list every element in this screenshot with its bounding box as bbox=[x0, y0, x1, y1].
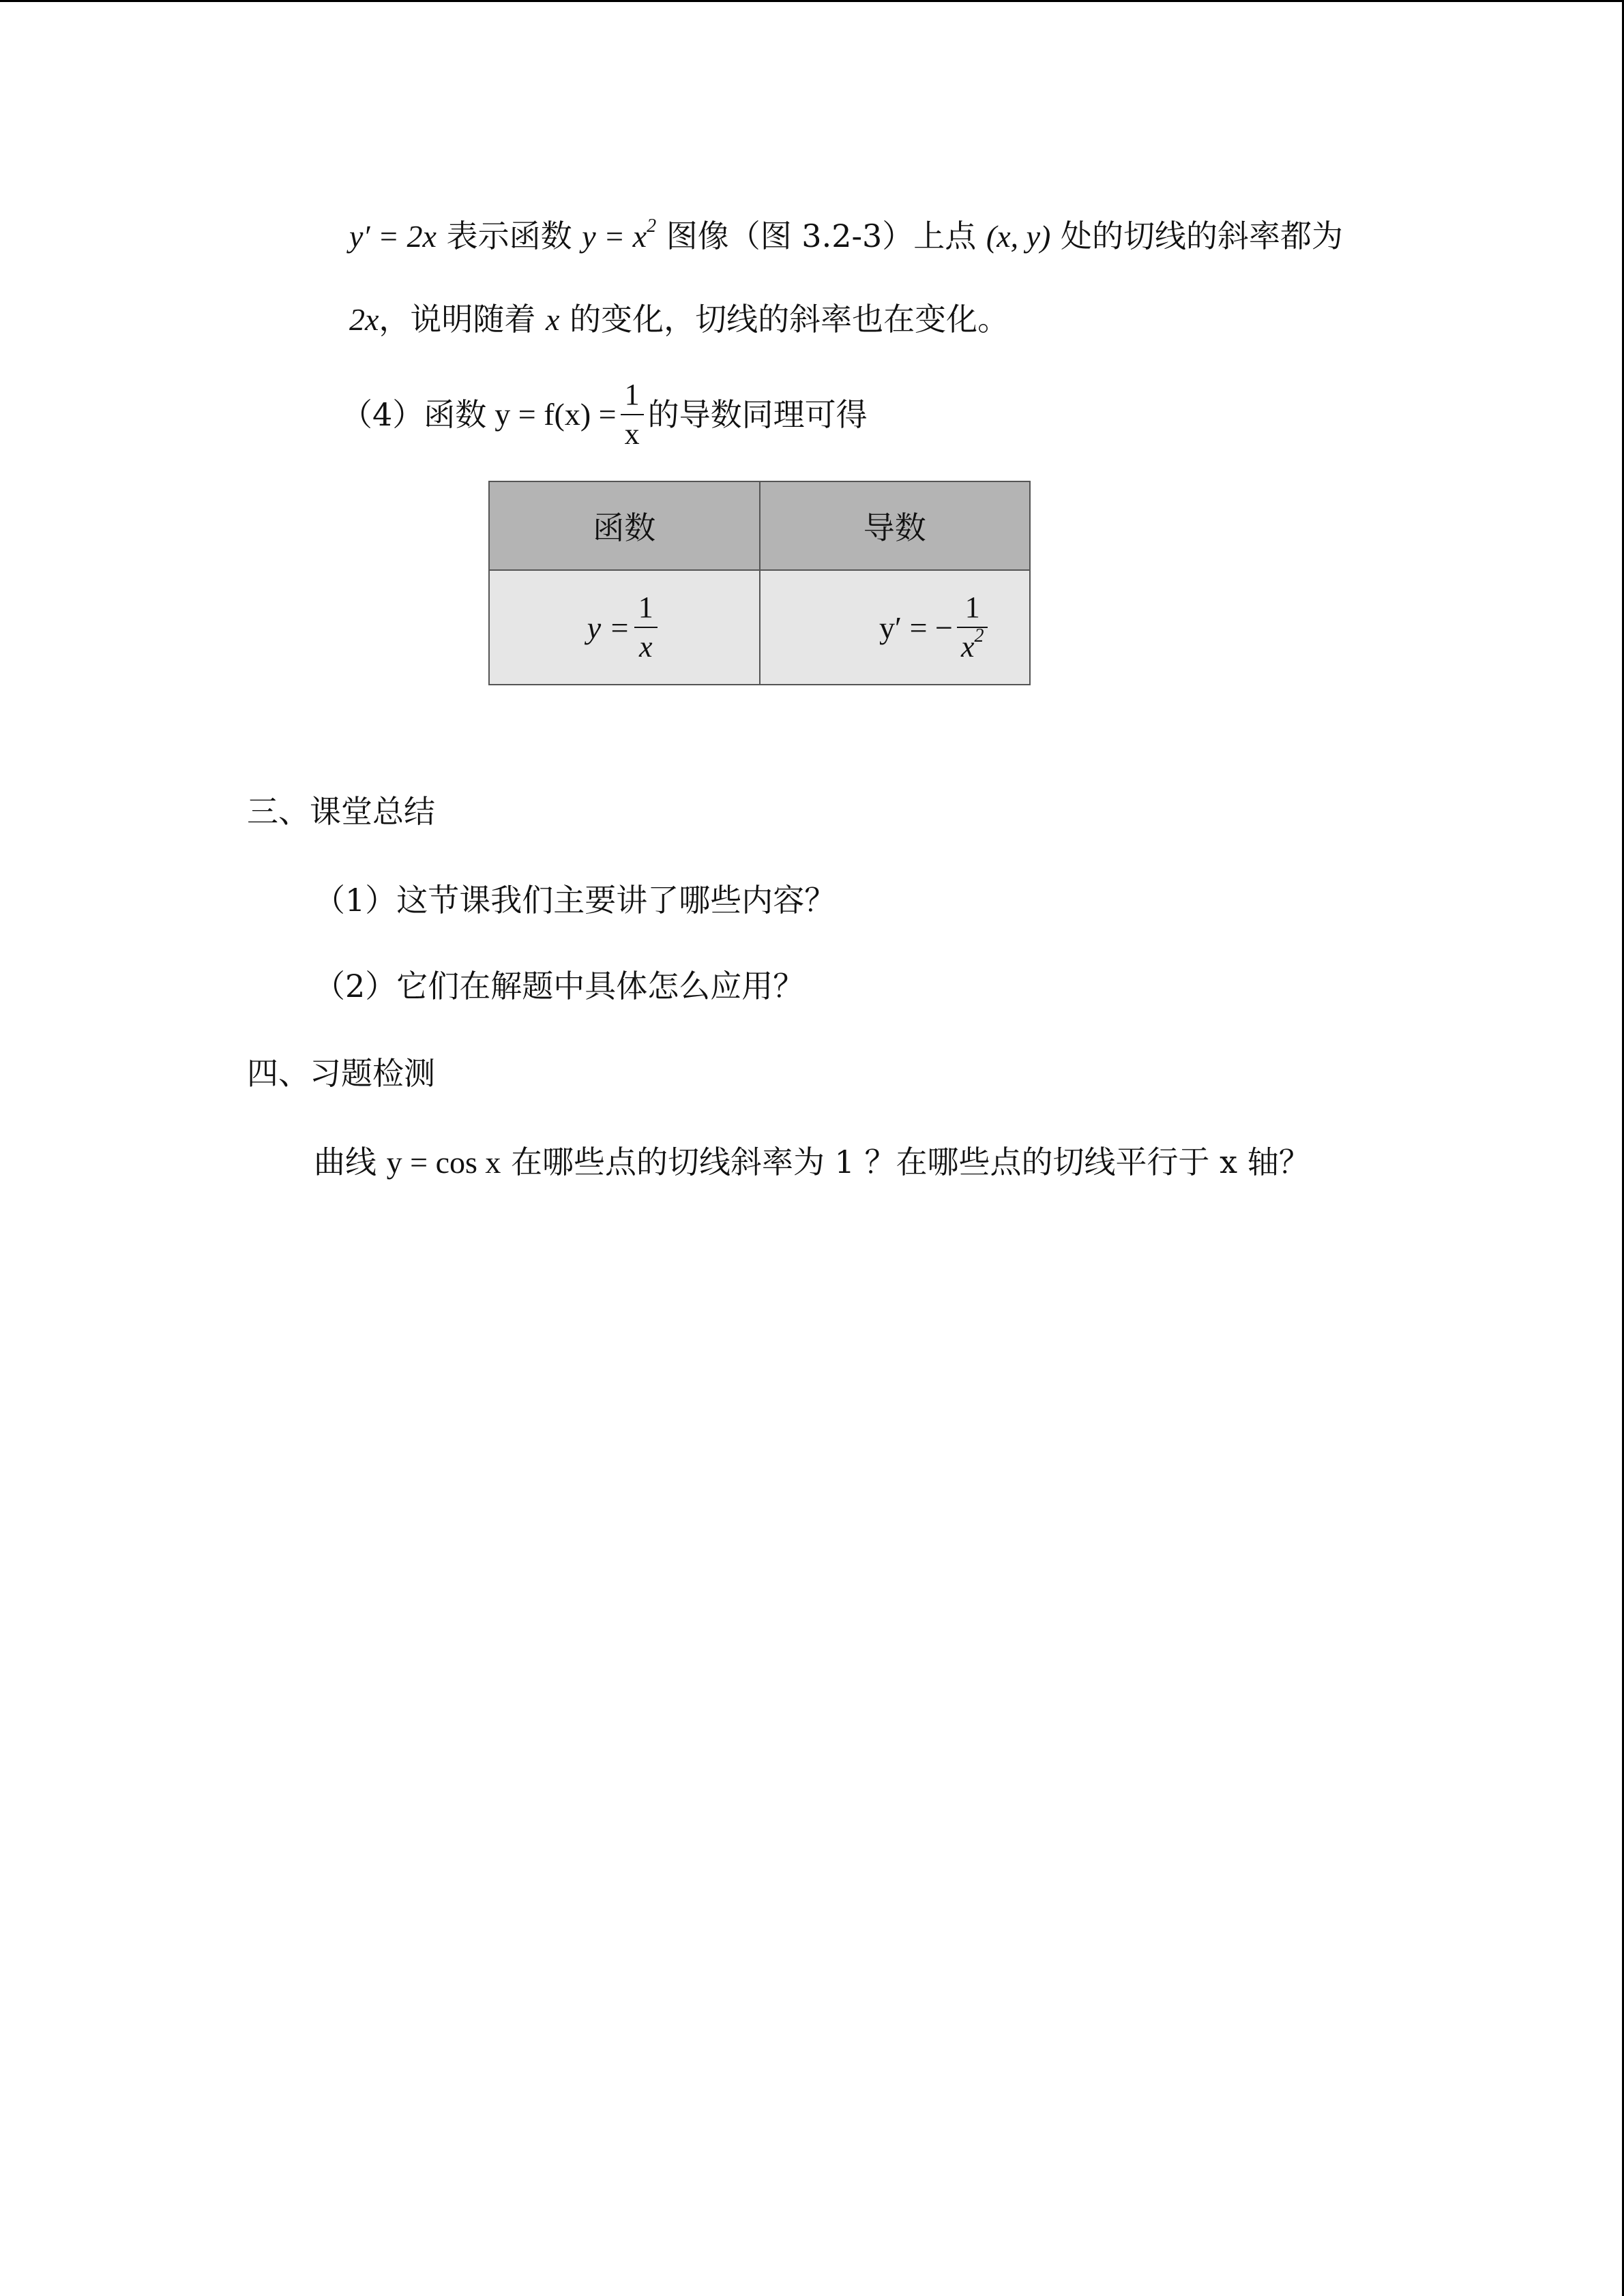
text-fragment: 表示函数 bbox=[446, 218, 572, 254]
fraction-denominator: x bbox=[624, 417, 640, 451]
function-equation bbox=[582, 215, 657, 254]
table-row bbox=[489, 570, 1030, 685]
fraction-numerator: 1 bbox=[964, 591, 980, 624]
paragraph-derivative-meaning bbox=[349, 217, 1343, 256]
fraction-bar bbox=[634, 627, 658, 628]
fraction-denominator bbox=[957, 625, 988, 664]
text-fragment: 曲线 bbox=[314, 1144, 377, 1180]
text-fragment: 处的切线的斜率都为 bbox=[1061, 218, 1344, 254]
fraction-numerator: 1 bbox=[624, 378, 640, 411]
paragraph-reciprocal-function bbox=[341, 374, 868, 456]
text-fragment: 的变化，切线的斜率也在变化。 bbox=[570, 301, 1009, 338]
cell-function bbox=[489, 570, 760, 685]
text-fragment: 在哪些点的切线斜率为 1 ？在哪些点的切线平行于 x 轴？ bbox=[511, 1144, 1310, 1180]
function-lhs: y = bbox=[587, 610, 630, 645]
function-definition: y = f(x) = bbox=[494, 397, 617, 432]
text-fragment: 图像（图 3.2-3）上点 bbox=[666, 218, 977, 254]
exercise-question bbox=[314, 1143, 1310, 1182]
derivative-lhs: y′ = − bbox=[879, 610, 953, 645]
summary-question-2: （2）它们在解题中具体怎么应用？ bbox=[314, 968, 805, 1004]
header-derivative: 导数 bbox=[760, 481, 1031, 570]
text-fragment: ，说明随着 bbox=[379, 301, 536, 338]
exponent: 2 bbox=[974, 625, 984, 646]
fraction-denominator: x bbox=[638, 630, 653, 664]
exponent: 2 bbox=[647, 215, 657, 237]
variable-x: x bbox=[546, 302, 560, 337]
page-top-border bbox=[0, 0, 1624, 2]
text-fragment: 的导数同理可得 bbox=[647, 396, 868, 433]
fraction-one-over-x-squared bbox=[957, 593, 988, 662]
fraction-one-over-x bbox=[621, 380, 644, 449]
section-title-exercise: 四、习题检测 bbox=[247, 1056, 435, 1091]
fraction-numerator: 1 bbox=[638, 591, 653, 624]
point-notation: (x, y) bbox=[986, 219, 1051, 254]
cosine-equation: y = cos x bbox=[386, 1145, 501, 1180]
derivative-equation: y′ = 2x bbox=[349, 219, 437, 254]
paragraph-slope-change bbox=[349, 300, 1009, 339]
header-function: 函数 bbox=[489, 481, 760, 570]
derivative-table bbox=[488, 481, 1031, 685]
fraction-one-over-x bbox=[634, 593, 658, 662]
table-header-row bbox=[489, 481, 1030, 570]
cell-derivative bbox=[760, 570, 1031, 685]
denominator-base: x bbox=[960, 630, 975, 664]
item-label: （4）函数 bbox=[341, 396, 487, 433]
slope-expression: 2x bbox=[349, 302, 379, 337]
section-title-summary: 三、课堂总结 bbox=[247, 794, 435, 829]
function-equation-base: y = x bbox=[582, 219, 647, 254]
summary-question-1: （1）这节课我们主要讲了哪些内容？ bbox=[314, 882, 836, 919]
fraction-bar bbox=[621, 414, 644, 415]
